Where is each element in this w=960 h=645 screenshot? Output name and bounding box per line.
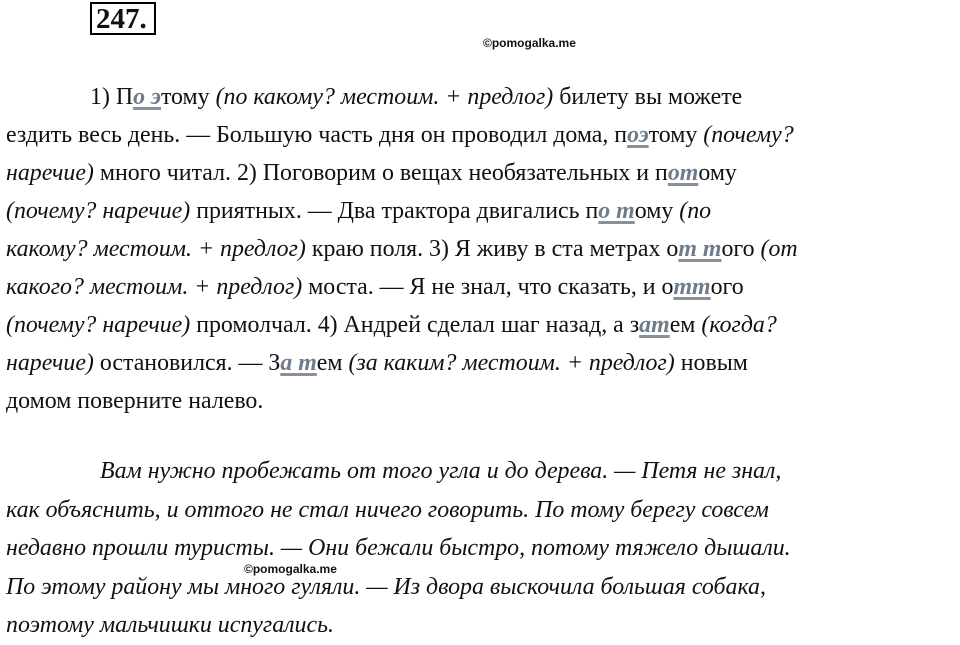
highlight: тт xyxy=(673,274,711,300)
highlight: о т xyxy=(598,198,635,224)
text: ездить весь день. — Большую часть дня он проводил дома, п xyxy=(6,122,628,148)
grammar-note: (за каким? местоим. + предлог) xyxy=(348,350,675,376)
text-line-3 xyxy=(6,154,960,192)
watermark-middle: ©pomogalka.me xyxy=(244,562,337,576)
text-line-1 xyxy=(6,78,960,116)
text: тому xyxy=(160,84,216,110)
grammar-note: (почему? наречие) xyxy=(6,198,191,224)
answer-paragraph xyxy=(6,78,960,420)
grammar-note: (когда? xyxy=(701,312,777,338)
text: 1) П xyxy=(90,84,134,110)
text: краю поля. 3) Я живу в ста метрах о xyxy=(305,236,679,262)
text-line-9 xyxy=(6,382,960,420)
text-line-5 xyxy=(6,230,960,268)
text: ому xyxy=(698,160,737,186)
highlight: ат xyxy=(639,312,670,338)
highlight: а т xyxy=(280,350,317,376)
grammar-note: какому? местоим. + предлог) xyxy=(6,236,306,262)
text: моста. — Я не знал, что сказать, и о xyxy=(302,274,674,300)
text: домом поверните налево. xyxy=(6,388,264,414)
text: билету вы можете xyxy=(553,84,743,110)
grammar-note: наречие) xyxy=(6,160,94,186)
grammar-note: (по какому? местоим. + предлог) xyxy=(215,84,554,110)
highlight: от xyxy=(667,160,699,186)
text-line-7 xyxy=(6,306,960,344)
watermark-top: ©pomogalka.me xyxy=(483,36,576,50)
example-line-3: недавно прошли туристы. — Они бежали быстро, потому тяжело дышали. xyxy=(6,535,791,561)
text: промолчал. 4) Андрей сделал шаг назад, а з xyxy=(190,312,640,338)
grammar-note: (почему? наречие) xyxy=(6,312,191,338)
text-line-6 xyxy=(6,268,960,306)
text-line-4 xyxy=(6,192,960,230)
example-line-5: поэтому мальчишки испугались. xyxy=(6,612,334,638)
grammar-note: наречие) xyxy=(6,350,94,376)
grammar-note: (от xyxy=(760,236,798,262)
text: ому xyxy=(634,198,680,224)
text: ого xyxy=(721,236,761,262)
text: много читал. 2) Поговорим о вещах необязательных и п xyxy=(93,160,668,186)
grammar-note: какого? местоим. + предлог) xyxy=(6,274,303,300)
highlight: оэ xyxy=(627,122,649,148)
text: ого xyxy=(710,274,744,300)
text: ем xyxy=(316,350,349,376)
example-paragraph xyxy=(6,452,960,645)
text-line-2 xyxy=(6,116,960,154)
grammar-note: (почему? xyxy=(703,122,794,148)
example-line-2: как объяснить, и оттого не стал ничего говорить. По тому берегу совсем xyxy=(6,496,769,523)
text: приятных. — Два трактора двигались п xyxy=(190,198,599,224)
highlight: о э xyxy=(133,84,161,110)
text-line-8 xyxy=(6,344,960,382)
text: тому xyxy=(648,122,704,148)
example-line-1: Вам нужно пробежать от того угла и до дерева. — Петя не знал, xyxy=(100,458,782,484)
text: новым xyxy=(674,350,748,376)
exercise-number: 247. xyxy=(90,2,156,35)
text: остановился. — З xyxy=(93,350,281,376)
grammar-note: (по xyxy=(679,198,712,224)
example-line-4: По этому району мы много гуляли. — Из двора выскочила большая собака, xyxy=(6,573,766,600)
highlight: т т xyxy=(678,236,722,262)
text: ем xyxy=(669,312,702,338)
